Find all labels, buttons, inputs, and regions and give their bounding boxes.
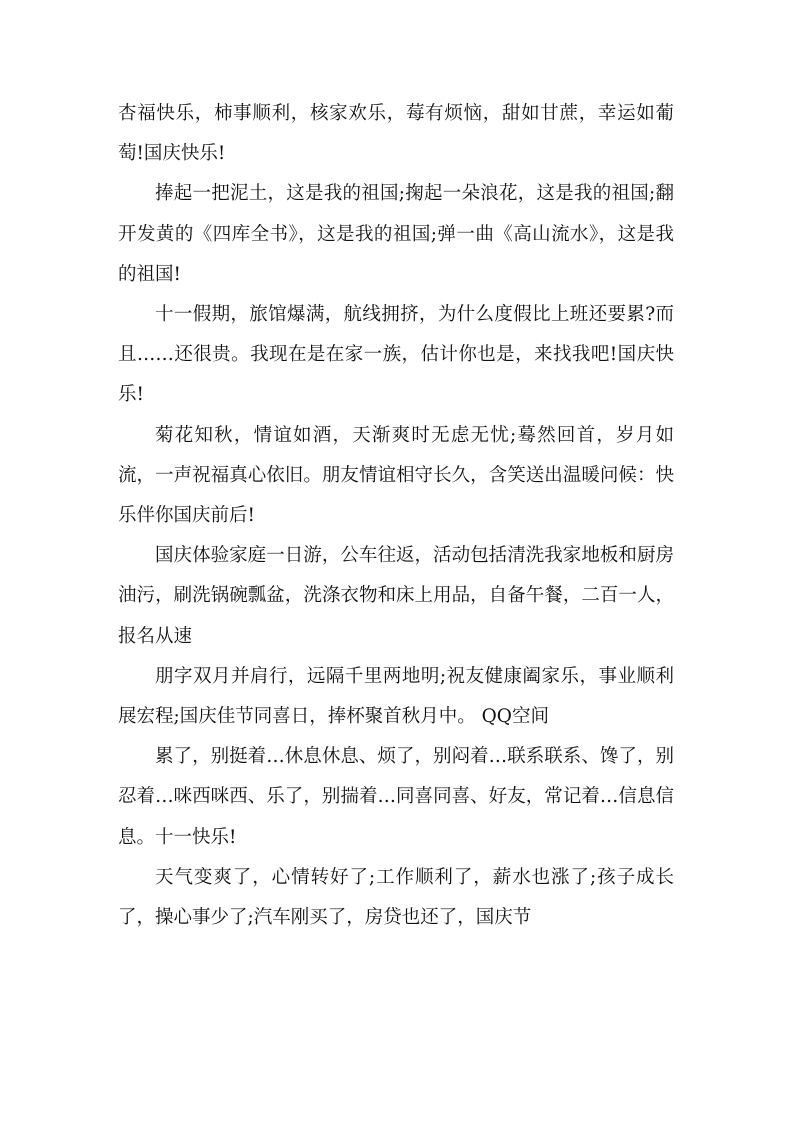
paragraph-1: 杏福快乐，柿事顺利，核家欢乐，莓有烦恼，甜如甘蔗，幸运如葡萄!国庆快乐! <box>118 103 674 165</box>
paragraph-8: 天气变爽了，心情转好了;工作顺利了，薪水也涨了;孩子成长了，操心事少了;汽车刚买了，房贷也还了，国庆节 <box>118 866 674 929</box>
paragraph-7: 累了，别挺着…休息休息、烦了，别闷着…联系联系、馋了，别忍着…咪西咪西、乐了，别揣着…同喜同喜、好友，常记着…信息信息。十一快乐! <box>118 746 674 848</box>
paragraph-5: 国庆体验家庭一日游，公车往返，活动包括清洗我家地板和厨房油污，刷洗锅碗瓢盆，洗涤衣物和床上用品，自备午餐，二百一人，报名从速 <box>118 545 674 647</box>
paragraph-2: 捧起一把泥土，这是我的祖国;掬起一朵浪花，这是我的祖国;翻开发黄的《四库全书》，这是我的祖国;弹一曲《高山流水》，这是我的祖国! <box>118 183 674 285</box>
paragraph-6: 朋字双月并肩行，远隔千里两地明;祝友健康阖家乐，事业顺利展宏程;国庆佳节同喜日，捧杯聚首秋月中。 QQ空间 <box>118 665 674 728</box>
document-body <box>118 94 674 938</box>
paragraph-4: 菊花知秋，情谊如酒，天渐爽时无虑无忧;蓦然回首，岁月如流，一声祝福真心依旧。朋友情谊相守长久，含笑送出温暖问候：快乐伴你国庆前后! <box>118 424 674 527</box>
paragraph-3: 十一假期，旅馆爆满，航线拥挤，为什么度假比上班还要累?而且……还很贵。我现在是在家一族，估计你也是，来找我吧!国庆快乐! <box>118 304 674 406</box>
